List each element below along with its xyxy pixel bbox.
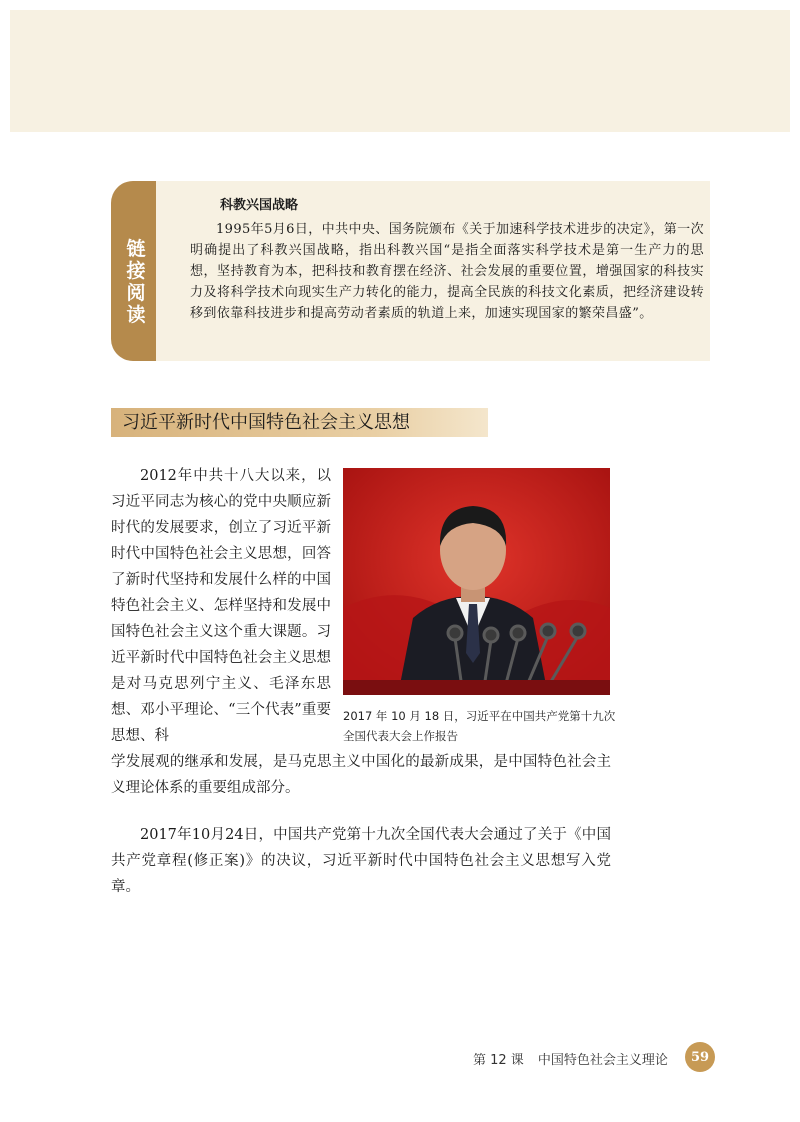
photo-caption: 2017 年 10 月 18 日，习近平在中国共产党第十九次全国代表大会上作报告 [343, 709, 616, 743]
tab-char: 链 [126, 238, 146, 260]
section-title: 习近平新时代中国特色社会主义思想 [122, 412, 410, 433]
link-reading-title: 科教兴国战略 [220, 198, 299, 213]
tab-char: 接 [126, 260, 146, 282]
link-reading-body: 1995年5月6日，中共中央、国务院颁布《关于加速科学技术进步的决定》，第一次明确提出了科教兴国战略，指出科教兴国“是指全面落实科学技术是第一生产力的思想，坚持教育为本，把科技和教育摆在经济、社会发展的重要位置，增强国家的科技实力及将科学技术向现实生产力转化的能力，提高全民族的科技文化素质，把经济建设转移到依靠科技进步和提高劳动者素质的轨道上来，加速实现国家的繁荣昌盛”。 [190, 222, 704, 321]
top-decorative-band [10, 10, 790, 132]
page-number: 59 [685, 1042, 715, 1072]
footer-lesson-number: 第 12 课 [473, 1053, 524, 1068]
paragraph-2: 2017年10月24日，中国共产党第十九次全国代表大会通过了关于《中国共产党章程(修正案)》的决议，习近平新时代中国特色社会主义思想写入党章。 [111, 827, 611, 895]
link-reading-tab [111, 181, 156, 361]
paragraph-1-start: 2012年中共十八大以来，以习近平同志为核心的党中央顺应新时代的发展要求，创立了习近平新时代中国特色社会主义思想，回答了新时代坚持和发展什么样的中国特色社会主义、怎样坚持和发展中国特色社会主义这个重大课题。习近平新时代中国特色社会主义思想是对马克思列宁主义、毛泽东思想、邓小平理论、“三个代表”重要思想、科 [111, 468, 331, 744]
paragraph-1-end: 学发展观的继承和发展，是马克思主义中国化的最新成果，是中国特色社会主义理论体系的重要组成部分。 [111, 754, 611, 796]
tab-char: 读 [126, 304, 146, 326]
speech-photo-illustration [343, 468, 610, 695]
tab-char: 阅 [126, 282, 146, 304]
footer-lesson-title: 中国特色社会主义理论 [537, 1053, 668, 1068]
page-footer [473, 1049, 682, 1068]
speech-photo [343, 468, 610, 695]
